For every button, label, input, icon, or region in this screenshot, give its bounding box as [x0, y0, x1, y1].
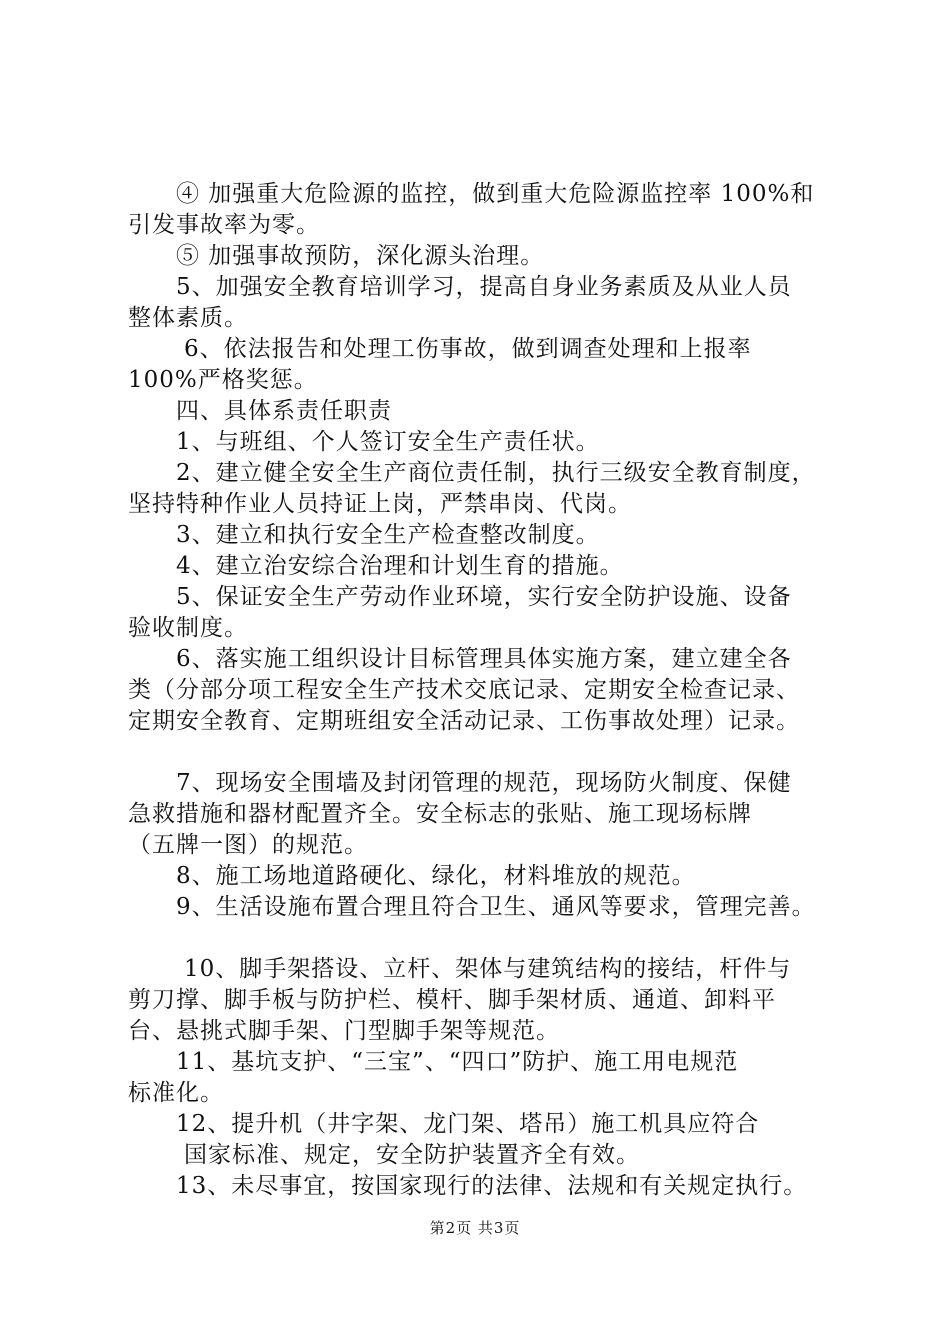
text-line: ④ 加强重大危险源的监控，做到重大危险源监控率 100%和	[176, 181, 815, 207]
text-line: 9、生活设施布置合理且符合卫生、通风等要求，管理完善。	[176, 894, 816, 920]
text-line: 12、提升机（井字架、龙门架、塔吊）施工机具应符合	[176, 1111, 760, 1137]
text-line: 急救措施和器材配置齐全。安全标志的张贴、施工现场标牌	[128, 801, 752, 827]
text-line: 引发事故率为零。	[128, 212, 320, 238]
text-line: 剪刀撑、脚手板与防护栏、模杆、脚手架材质、通道、卸料平	[128, 987, 776, 1013]
text-line: 13、未尽事宜，按国家现行的法律、法规和有关规定执行。	[176, 1173, 808, 1199]
text-line: 国家标准、规定，安全防护装置齐全有效。	[184, 1142, 640, 1168]
text-line: 整体素质。	[128, 305, 248, 331]
text-line: 5、保证安全生产劳动作业环境，实行安全防护设施、设备	[176, 584, 792, 610]
text-line: 7、现场安全围墙及封闭管理的规范，现场防火制度、保健	[176, 770, 792, 796]
text-line: ⑤ 加强事故预防，深化源头治理。	[176, 243, 545, 269]
page-number-footer: 第2页 共3页	[429, 1219, 521, 1237]
text-line: 3、建立和执行安全生产检查整改制度。	[176, 522, 600, 548]
text-line: 6、依法报告和处理工伤事故，做到调查处理和上报率	[184, 336, 752, 362]
text-line: 8、施工场地道路硬化、绿化，材料堆放的规范。	[176, 863, 696, 889]
text-line: 坚持特种作业人员持证上岗，严禁串岗、代岗。	[128, 491, 632, 517]
text-line: 类（分部分项工程安全生产技术交底记录、定期安全检查记录、	[128, 677, 800, 703]
text-line: 4、建立治安综合治理和计划生育的措施。	[176, 553, 624, 579]
text-line: 6、落实施工组织设计目标管理具体实施方案，建立建全各	[176, 646, 792, 672]
text-line: 标准化。	[128, 1080, 224, 1106]
text-line: 1、与班组、个人签订安全生产责任状。	[176, 429, 600, 455]
text-line: 验收制度。	[128, 615, 248, 641]
text-line: 10、脚手架搭设、立杆、架体与建筑结构的接结，杆件与	[184, 956, 792, 982]
section-heading: 四、具体系责任职责	[176, 398, 392, 424]
text-line: 定期安全教育、定期班组安全活动记录、工伤事故处理）记录。	[128, 708, 800, 734]
text-line: （五牌一图）的规范。	[128, 832, 368, 858]
text-line: 2、建立健全安全生产商位责任制，执行三级安全教育制度，	[176, 460, 816, 486]
text-line: 100%严格奖惩。	[128, 367, 318, 393]
text-line: 台、悬挑式脚手架、门型脚手架等规范。	[128, 1018, 560, 1044]
text-line: 11、基坑支护、“三宝”、“四口”防护、施工用电规范	[176, 1049, 739, 1075]
text-line: 5、加强安全教育培训学习，提高自身业务素质及从业人员	[176, 274, 792, 300]
